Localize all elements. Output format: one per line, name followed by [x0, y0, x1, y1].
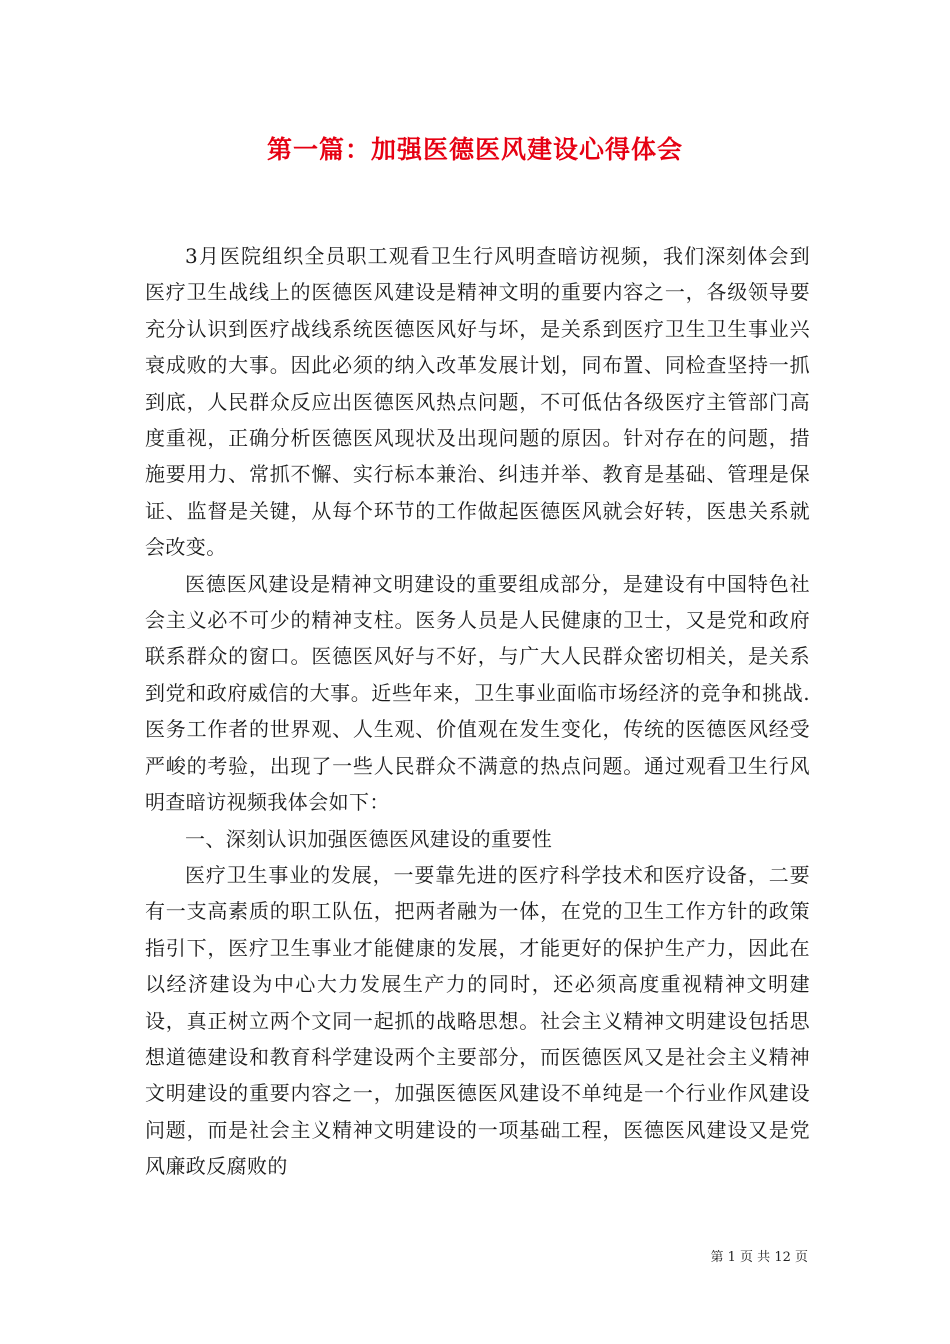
- section-heading-1: 一、深刻认识加强医德医风建设的重要性: [185, 826, 553, 851]
- document-body: [145, 238, 810, 1185]
- page-number-footer: 第 1 页 共 12 页: [710, 1250, 808, 1265]
- document-title: 第一篇：加强医德医风建设心得体会: [266, 135, 683, 164]
- paragraph-3: 医疗卫生事业的发展，一要靠先进的医疗科学技术和医疗设备，二要有一支高素质的职工队伍，把两者融为一体，在党的卫生工作方针的政策指引下，医疗卫生事业才能健康的发展，才能更好的保护生产力，因此在以经济建设为中心大力发展生产力的同时，还必须高度重视精神文明建设，真正树立两个文同一起抓的战略思想。社会主义精神文明建设包括思想道德建设和教育科学建设两个主要部分，而医德医风又是社会主义精神文明建设的重要内容之一，加强医德医风建设不单纯是一个行业作风建设问题，而是社会主义精神文明建设的一项基础工程，医德医风建设又是党风廉政反腐败的: [145, 862, 810, 1179]
- paragraph-1: 3月医院组织全员职工观看卫生行风明查暗访视频，我们深刻体会到医疗卫生战线上的医德医风建设是精神文明的重要内容之一，各级领导要充分认识到医疗战线系统医德医风好与坏，是关系到医疗卫生卫生事业兴衰成败的大事。因此必须的纳入改革发展计划，同布置、同检查坚持一抓到底，人民群众反应出医德医风热点问题，不可低估各级医疗主管部门高度重视，正确分析医德医风现状及出现问题的原因。针对存在的问题，措施要用力、常抓不懈、实行标本兼治、纠违并举、教育是基础、管理是保证、监督是关键，从每个环节的工作做起医德医风就会好转，医患关系就会改变。: [145, 244, 810, 560]
- paragraph-2: 医德医风建设是精神文明建设的重要组成部分，是建设有中国特色社会主义必不可少的精神支柱。医务人员是人民健康的卫士，又是党和政府联系群众的窗口。医德医风好与不好，与广大人民群众密切相关，是关系到党和政府威信的大事。近些年来，卫生事业面临市场经济的竞争和挑战.医务工作者的世界观、人生观、价值观在发生变化，传统的医德医风经受严峻的考验，出现了一些人民群众不满意的热点问题。通过观看卫生行风明查暗访视频我体会如下：: [145, 571, 810, 815]
